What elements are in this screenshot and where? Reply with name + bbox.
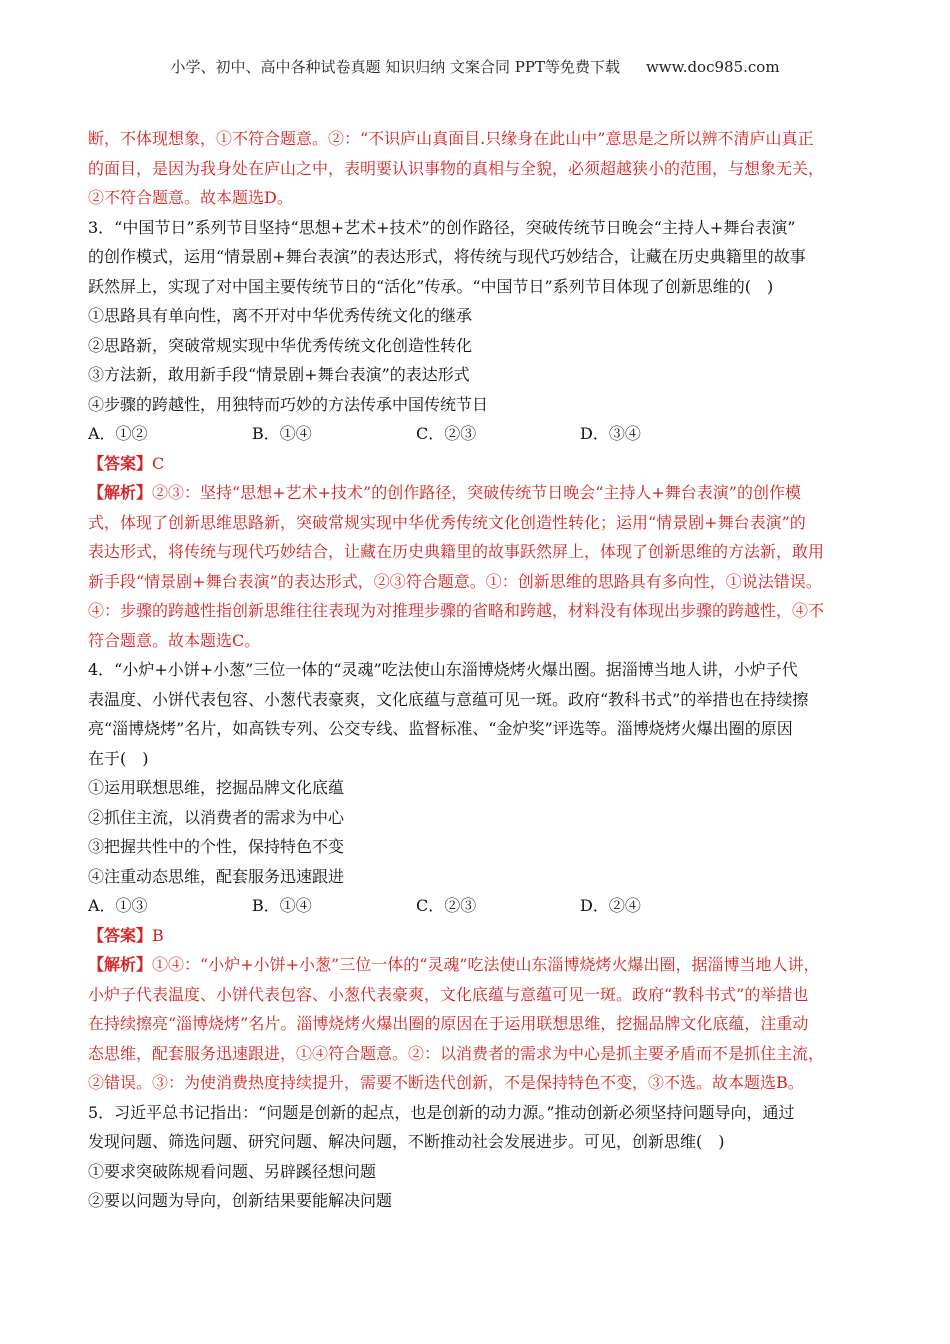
answer-tag: 【答案】 <box>88 925 153 945</box>
answer-value: C <box>152 453 165 473</box>
analysis-line: 式，体现了创新思维思路新，突破常规实现中华优秀传统文化创造性转化；运用“情景剧+舞台表演”的 <box>88 512 806 532</box>
answer-value: B <box>152 925 164 945</box>
text-line: ②不符合题意。故本题选D。 <box>88 188 293 207</box>
option-c: C．②③ <box>416 424 477 443</box>
statement-item: ④步骤的跨越性，用独特而巧妙的方法传承中国传统节日 <box>88 394 489 414</box>
analysis-line <box>88 950 878 980</box>
answer-options <box>88 419 878 449</box>
analysis-text: ①④：“小炉+小饼+小葱”三位一体的“灵魂”吃法使山东淄博烧烤火爆出圈，据淄博当地人讲， <box>152 955 820 974</box>
header-site: www.doc985.com <box>645 58 780 76</box>
question-stem-line: 的创作模式，运用“情景剧+舞台表演”的表达形式，将传统与现代巧妙结合，让藏在历史典籍里的故事 <box>88 247 806 266</box>
analysis-line: 在持续擦亮“淄博烧烤”名片。淄博烧烤火爆出圈的原因在于运用联想思维，挖掘品牌文化底蕴，注重动 <box>88 1014 809 1033</box>
question-4 <box>88 655 878 1098</box>
analysis-text: ②③：坚持“思想+艺术+技术”的创作路径，突破传统节日晚会“主持人+舞台表演”的创作模 <box>152 483 801 502</box>
question-stem-line: 跃然屏上，实现了对中国主要传统节日的“活化”传承。“中国节日”系列节目体现了创新思维的( ) <box>88 276 774 296</box>
question-3 <box>88 213 878 656</box>
question-5 <box>88 1098 878 1216</box>
analysis-line: ②错误。③：为使消费热度持续提升，需要不断迭代创新，不是保持特色不变，③不选。故本题选B。 <box>88 1073 804 1092</box>
statement-item: ①思路具有单向性，离不开对中华优秀传统文化的继承 <box>88 306 473 325</box>
analysis-line <box>88 478 878 508</box>
question-stem-line: 3．“中国节日”系列节目坚持“思想+艺术+技术”的创作路径，突破传统节日晚会“主持人+舞台表演” <box>88 217 796 237</box>
question-stem-line: 亮“淄博烧烤”名片，如高铁专列、公交专线、监督标准、“金炉奖”评选等。淄博烧烤火爆出圈的原因 <box>88 719 793 738</box>
analysis-tag: 【解析】 <box>88 955 153 974</box>
statement-item: ③方法新，敢用新手段“情景剧+舞台表演”的表达形式 <box>88 365 470 384</box>
answer-options <box>88 891 878 921</box>
question-stem-line: 5．习近平总书记指出：“问题是创新的起点，也是创新的动力源。”推动创新必须坚持问题导向，通过 <box>88 1102 795 1122</box>
option-d: D．②④ <box>580 896 641 915</box>
question-stem-line: 4．“小炉+小饼+小葱”三位一体的“灵魂”吃法使山东淄博烧烤火爆出圈。据淄博当地人讲，小炉子代 <box>88 660 798 679</box>
analysis-line: 表达形式，将传统与现代巧妙结合，让藏在历史典籍里的故事跃然屏上，体现了创新思维的方法新，敢用 <box>88 542 825 561</box>
answer-tag: 【答案】 <box>88 453 153 473</box>
previous-analysis-continuation <box>88 124 878 213</box>
analysis <box>88 950 878 1098</box>
answer-line <box>88 921 878 951</box>
text-line: 断，不体现想象，①不符合题意。②：“不识庐山真面目.只缘身在此山中”意思是之所以辨不清庐山真正 <box>88 129 814 148</box>
statement-item: ①运用联想思维，挖掘品牌文化底蕴 <box>88 778 345 797</box>
option-a: A．①③ <box>88 896 148 915</box>
statement-item: ④注重动态思维，配套服务迅速跟进 <box>88 866 345 886</box>
option-d: D．③④ <box>580 424 641 443</box>
analysis-line: ④：步骤的跨越性指创新思维往往表现为对推理步骤的省略和跨越，材料没有体现出步骤的跨越性，④不 <box>88 601 825 620</box>
analysis <box>88 478 878 655</box>
document-body <box>88 124 878 1216</box>
analysis-tag: 【解析】 <box>88 483 153 502</box>
statement-item: ②要以问题为导向，创新结果要能解决问题 <box>88 1191 393 1210</box>
question-stem-line: 在于( ) <box>88 748 149 768</box>
analysis-line: 态思维，配套服务迅速跟进，①④符合题意。②：以消费者的需求为中心是抓主要矛盾而不是抓住主流， <box>88 1043 825 1063</box>
option-b: B．①④ <box>252 424 312 443</box>
option-c: C．②③ <box>416 896 477 915</box>
statement-item: ②抓住主流，以消费者的需求为中心 <box>88 807 345 827</box>
analysis-line: 新手段“情景剧+舞台表演”的表达形式，②③符合题意。①：创新思维的思路具有多向性，①说法错误。 <box>88 571 822 591</box>
analysis-line: 符合题意。故本题选C。 <box>88 630 261 650</box>
statement-item: ②思路新，突破常规实现中华优秀传统文化创造性转化 <box>88 335 473 355</box>
option-a: A．①② <box>88 424 148 443</box>
header-text: 小学、初中、高中各种试卷真题 知识归纳 文案合同 PPT等免费下载 <box>170 58 620 76</box>
statement-item: ③把握共性中的个性，保持特色不变 <box>88 837 345 856</box>
text-line: 的面目，是因为我身处在庐山之中，表明要认识事物的真相与全貌，必须超越狭小的范围，与想象无关， <box>88 158 825 178</box>
question-stem-line: 发现问题、筛选问题、研究问题、解决问题，不断推动社会发展进步。可见，创新思维( ) <box>88 1132 725 1151</box>
option-b: B．①④ <box>252 896 312 915</box>
question-stem-line: 表温度、小饼代表包容、小葱代表豪爽，文化底蕴与意蕴可见一斑。政府“教科书式”的举措也在持续擦 <box>88 689 809 709</box>
statement-item: ①要求突破陈规看问题、另辟蹊径想问题 <box>88 1161 377 1181</box>
page-header <box>0 56 950 77</box>
analysis-line: 小炉子代表温度、小饼代表包容、小葱代表豪爽，文化底蕴与意蕴可见一斑。政府“教科书式”的举措也 <box>88 984 809 1004</box>
answer-line <box>88 449 878 479</box>
